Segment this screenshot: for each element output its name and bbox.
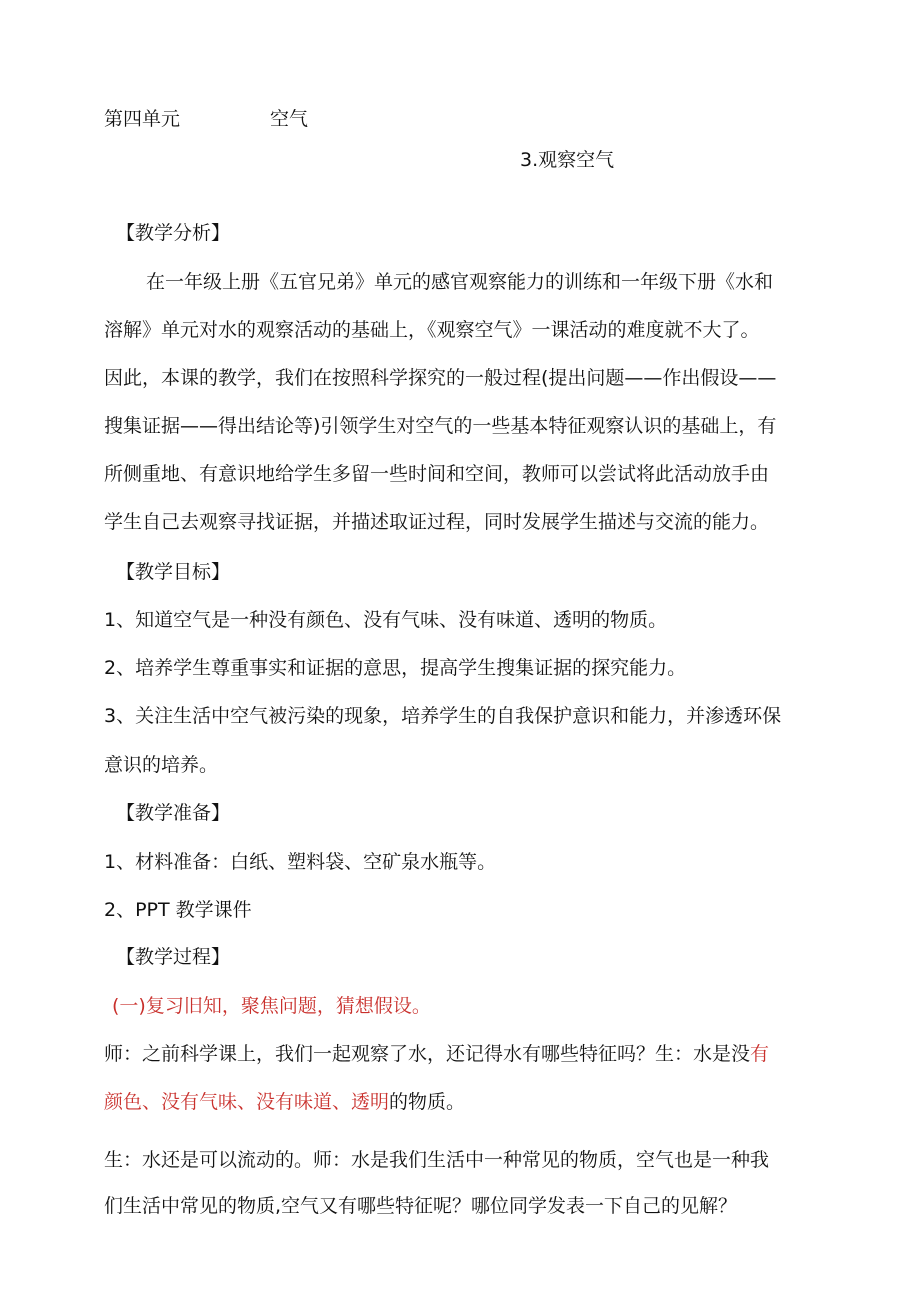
dialogue-text: 师：之前科学课上，我们一起观察了水，还记得水有哪些特征吗？生：水是没: [104, 1043, 751, 1065]
analysis-line-2: 溶解》单元对水的观察活动的基础上，《观察空气》一课活动的难度就不大了。: [104, 319, 760, 341]
process-paragraph-2-line-2: 们生活中常见的物质,空气又有哪些特征呢？哪位同学发表一下自己的见解？: [104, 1195, 738, 1217]
unit-label: 第四单元: [104, 108, 181, 130]
goals-heading: 【教学目标】: [116, 561, 231, 583]
analysis-line-3: 因此，本课的教学，我们在按照科学探究的一般过程(提出问题——作出假设——: [104, 367, 777, 389]
goal-item-1: 1、知道空气是一种没有颜色、没有气味、没有味道、透明的物质。: [104, 609, 668, 631]
analysis-line-5: 所侧重地、有意识地给学生多留一些时间和空间，教师可以尝试将此活动放手由: [104, 463, 770, 485]
unit-title: 空气: [270, 108, 309, 130]
goal-item-3-line-1: 3、关注生活中空气被污染的现象，培养学生的自我保护意识和能力，并渗透环保: [104, 705, 782, 727]
process-heading: 【教学过程】: [116, 946, 231, 968]
analysis-heading: 【教学分析】: [116, 222, 231, 244]
process-section-1-title: (一)复习旧知，聚焦问题，猜想假设。: [112, 995, 431, 1017]
dialogue-text: 的物质。: [389, 1091, 466, 1113]
goal-item-2: 2、培养学生尊重事实和证据的意思，提高学生搜集证据的探究能力。: [104, 657, 687, 679]
analysis-line-4: 搜集证据——得出结论等)引领学生对空气的一些基本特征观察认识的基础上，有: [104, 415, 777, 437]
prep-item-2: 2、PPT 教学课件: [104, 899, 252, 921]
highlight-text: 颜色、没有气味、没有味道、透明: [104, 1091, 390, 1113]
prep-heading: 【教学准备】: [116, 802, 231, 824]
highlight-text: 有: [750, 1043, 770, 1065]
analysis-line-1: 在一年级上册《五官兄弟》单元的感官观察能力的训练和一年级下册《水和: [146, 271, 774, 293]
lesson-title: 3.观察空气: [520, 149, 615, 171]
process-paragraph-1-line-2: [104, 1090, 465, 1114]
process-paragraph-1-line-1: [104, 1042, 769, 1066]
prep-item-1: 1、材料准备：白纸、塑料袋、空矿泉水瓶等。: [104, 851, 497, 873]
process-paragraph-2-line-1: 生：水还是可以流动的。师：水是我们生活中一种常见的物质，空气也是一种我: [104, 1149, 770, 1171]
analysis-line-6: 学生自己去观察寻找证据，并描述取证过程，同时发展学生描述与交流的能力。: [104, 511, 770, 533]
goal-item-3-line-2: 意识的培养。: [104, 754, 219, 776]
